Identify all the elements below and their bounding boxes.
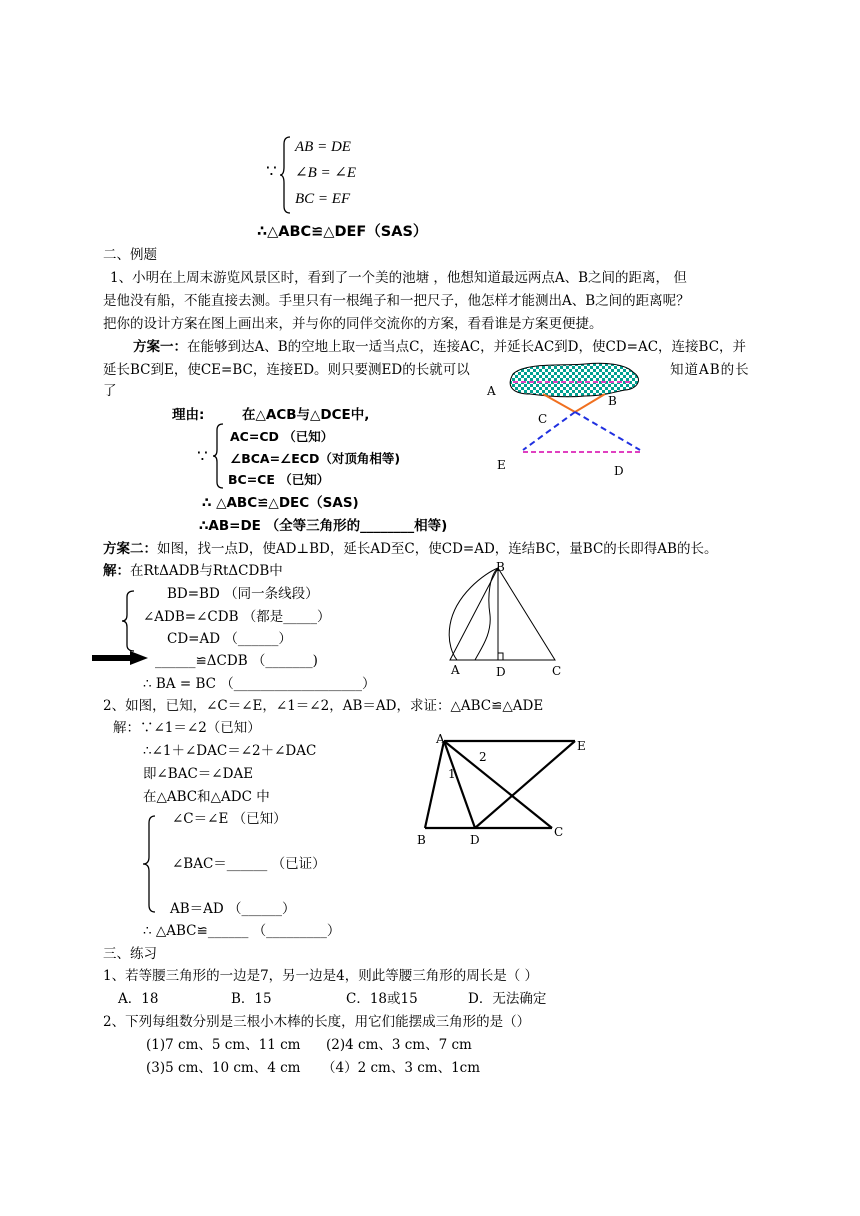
fig3-label-b: B — [417, 833, 426, 847]
reason-cond3: BC=CE （已知） — [228, 472, 330, 487]
fig1-label-b: B — [608, 394, 617, 408]
section-heading-practice: 三、练习 — [103, 946, 157, 962]
because-symbol-2: ∵ — [197, 447, 208, 467]
ex1-line3: 把你的设计方案在图上画出来，并与你的同伴交流你的方案，看看谁是方案更便捷。 — [103, 316, 603, 332]
plan2-cond3: CD=AD （______） — [167, 631, 292, 647]
q1-option-c: C．18或15 — [346, 991, 418, 1007]
triangle-figure-2 — [445, 565, 565, 675]
ex2-result: ∴ △ABC≌______ （_________） — [143, 923, 341, 939]
reason-therefore2: ∴AB=DE （全等三角形的________相等) — [199, 518, 448, 534]
q2-option3: (3)5 cm、10 cm、4 cm — [146, 1060, 301, 1076]
pond-shape — [510, 363, 638, 397]
fig3-label-c: C — [554, 825, 564, 839]
q1-option-b: B．15 — [231, 991, 272, 1007]
reason-cond2: ∠BCA=∠ECD（对顶角相等) — [230, 451, 401, 466]
plan1-text1: 在能够到达A、B的空地上取一适当点C，连接AC，并延长AC到D，使CD=AC，连接BC，并 — [187, 339, 747, 355]
arrow-icon — [92, 651, 148, 665]
reason-brace — [213, 423, 225, 489]
sas-conclusion: ∴△ABC≌△DEF（SAS） — [257, 224, 428, 240]
plan2-sol-label: 解： — [103, 563, 130, 579]
plan1-line2-right: 知道AB的长 — [670, 362, 750, 378]
fig3-label-a: A — [436, 732, 445, 746]
ex2-cond3: AB＝AD （______） — [170, 901, 296, 917]
q1-option-d: D．无法确定 — [468, 991, 547, 1007]
line-ce — [523, 412, 575, 450]
because-symbol: ∵ — [266, 162, 277, 182]
reason-text: 在△ACB与△DCE中, — [242, 407, 370, 423]
q2-option2: (2)4 cm、3 cm、7 cm — [326, 1037, 472, 1053]
fig3-label-n1: 1 — [448, 767, 456, 781]
fig1-label-c: C — [538, 412, 548, 426]
plan2-cond2: ∠ADB=∠CDB （都是_____） — [143, 609, 331, 625]
section-heading-examples: 二、例题 — [103, 247, 157, 263]
ex2-cond2: ∠BAC＝______ （已证） — [172, 856, 326, 872]
plan1-line1 — [133, 338, 746, 356]
pond-figure — [485, 360, 685, 470]
fig2-label-a: A — [451, 663, 460, 677]
line-cd — [575, 412, 640, 450]
fig3-label-n2: 2 — [479, 750, 487, 764]
plan2-label: 方案二： — [103, 541, 157, 557]
fig1-label-e: E — [497, 458, 506, 472]
fig2-label-b: B — [496, 560, 505, 574]
reason-cond1: AC=CD （已知） — [230, 429, 334, 444]
ex2-statement: 2、如图，已知，∠C＝∠E，∠1＝∠2，AB＝AD，求证：△ABC≌△ADE — [103, 698, 544, 714]
ex2-cond1: ∠C＝∠E （已知） — [172, 811, 287, 827]
plan2-cond1: BD=BD （同一条线段） — [167, 586, 319, 602]
plan1-line3: 了 — [103, 383, 117, 399]
ex1-line2: 是他没有船，不能直接去测。手里只有一根绳子和一把尺子，他怎样才能测出A、B之间的距离呢？ — [103, 293, 690, 309]
q2-option1: (1)7 cm、5 cm、11 cm — [146, 1037, 301, 1053]
quadrilateral-figure-3 — [420, 735, 580, 835]
ex2-sol: 解：∵∠1＝∠2（已知） — [113, 720, 261, 736]
top-brace — [280, 136, 292, 214]
plan1-label: 方案一： — [133, 339, 187, 355]
fig1-label-d: D — [614, 464, 624, 478]
q2-statement: 2、下列每组数分别是三根小木棒的长度，用它们能摆成三角形的是（） — [103, 1014, 531, 1030]
ex2-line4: 在△ABC和△ADC 中 — [143, 789, 270, 805]
ex1-line1: 1、小明在上周末游览风景区时，看到了一个美的池塘 ，他想知道最远两点A、B之间的距离， 但 — [110, 270, 687, 286]
reason-therefore1: ∴ △ABC≌△DEC（SAS) — [202, 495, 359, 511]
fig2-label-d: D — [496, 665, 506, 679]
plan2-text: 如图，找一点D，使AD⊥BD，延长AD至C，使CD=AD，连结BC，量BC的长即得AB的长。 — [157, 541, 718, 557]
fig3-label-d: D — [470, 833, 480, 847]
plan2-result2: ∴ BA = BC （___________________） — [143, 676, 376, 692]
plan2-brace — [122, 590, 136, 652]
ex2-line3: 即∠BAC＝∠DAE — [143, 766, 254, 782]
cond-bc-ef: BC = EF — [295, 191, 351, 207]
plan2-sol-text: 在RtΔADB与RtΔCDB中 — [130, 563, 283, 579]
plan2-result: ______≌ΔCDB （_______) — [155, 653, 318, 669]
fig3-label-e: E — [577, 739, 586, 753]
q2-option4: （4）2 cm、3 cm、1cm — [322, 1060, 481, 1076]
plan2-solution-line — [103, 562, 283, 580]
q1-option-a: A．18 — [118, 991, 159, 1007]
ex2-line2: ∴∠1＋∠DAC＝∠2＋∠DAC — [143, 743, 317, 759]
fig2-label-c: C — [552, 664, 562, 678]
plan2-line — [103, 540, 717, 558]
q1-statement: 1、若等腰三角形的一边是7，另一边是4，则此等腰三角形的周长是（ ） — [103, 968, 539, 984]
cond-angle-b-e: ∠B = ∠E — [295, 165, 357, 181]
ex2-brace — [143, 815, 157, 913]
fig1-label-a: A — [487, 384, 496, 398]
cond-ab-de: AB = DE — [295, 139, 351, 155]
reason-label: 理由: — [172, 407, 205, 423]
plan1-line2: 延长BC到E，使CE=BC，连接ED。则只要测ED的长就可以 — [103, 362, 470, 378]
